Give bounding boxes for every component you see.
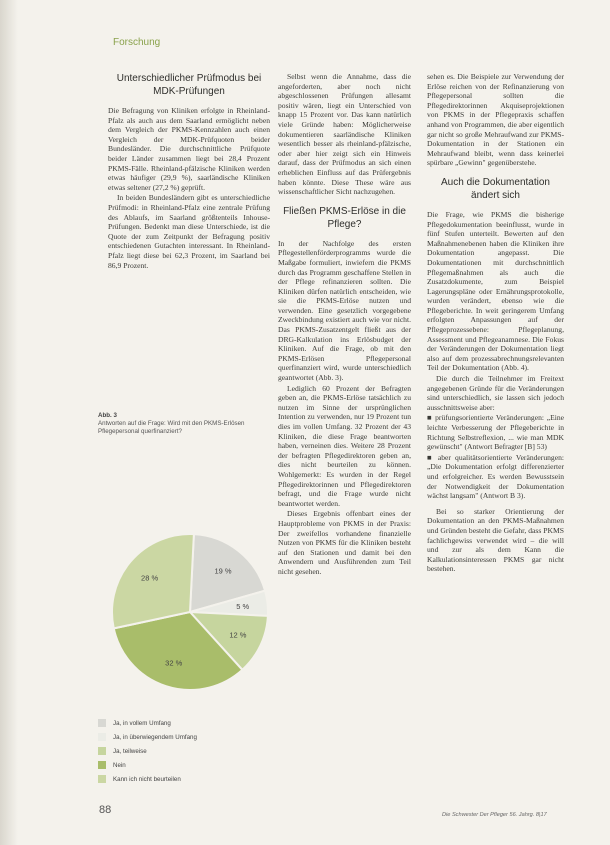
pie-slice-label: 19 % [214,566,232,576]
paragraph: Selbst wenn die Annahme, dass die angeforderten, aber noch nicht abgeschlossenen Prüfungen allesamt positiv wären, liegt ein Unterschied von knapp 15 Prozent vor. Das kann natürlich viele Gründe haben: Möglicherweise dokumentieren saarländische Kliniken wesentlich besser als rheinland-pfälzische, oder aber hier zeigt sich ein Hinweis darauf, dass der Prüfmodus an sich einen erheblichen Einfluss auf das Prüfergebnis haben könnte. Diese These wäre aus wissenschaftlicher Sicht nachzugehen. [278,72,411,197]
legend-label: Nein [113,761,126,769]
paragraph: In beiden Bundesländern gibt es unterschiedliche Prüfmodi: in Rheinland-Pfalz eine zentrale Prüfung des Ablaufs, im Saarland größtenteils Inhouse-Prüfungen. Bedenkt man diese Unterschiede, ist die Quote der zum Zeitpunkt der Befragung positiv entschiedenen Gutachten interessant. In Rheinland-Pfalz liegt diese bei 62,3 Prozent, im Saarland bei 86,9 Prozent. [108,193,270,270]
column-2 [278,72,411,578]
legend-swatch [98,733,106,741]
paragraph: Bei so starker Orientierung der Dokumentation an den PKMS-Maßnahmen und Gründen besteht die Gefahr, dass PKMS fachlichgewiss verwendet wird – die will und zur als dem Kann die Kalkulationsinteressen PKMS gar nicht bestehen. [427,506,564,574]
column-3 [427,72,564,575]
legend-swatch [98,747,106,755]
figure-caption-text: Antworten auf die Frage: Wird mit den PKMS-Erlösen Pflegepersonal querfinanziert? [98,420,245,435]
pie-slice-label: 12 % [229,630,247,640]
paragraph: Dieses Ergebnis offenbart eines der Hauptprobleme von PKMS in der Praxis: Der zweifellos vorhandene finanzielle Nutzen von PKMS für die Kliniken besteht auf den Stationen und damit bei den Anwendern und Ausführenden zum Teil nicht gesehen. [278,509,411,576]
legend-item [98,772,197,786]
legend-item [98,758,197,772]
paragraph: Lediglich 60 Prozent der Befragten geben an, die PKMS-Erlöse tatsächlich zu nutzen im Sinne der ursprünglichen Intention zu verwenden, nur 19 Prozent tun dies im vollen Umfang. 32 Prozent der 43 Kliniken, die diese Frage beantworten haben, verneinen dies. Weitere 28 Prozent der befragten Pflegedirektoren geben an, dies nicht beurteilen zu können. Wohlgemerkt: Es wurden in der Regel Pflegedirektorinnen und Pflegedirektoren befragt, und die Frage wurde nicht beantwortet werden. [278,383,411,508]
paragraph: Die Befragung von Kliniken erfolgte in Rheinland-Pfalz als auch aus dem Saarland ermöglicht neben dem Vergleich der PKMS-Kennzahlen auch einen Vergleich der MDK-Prüfquoten beider Bundesländer. Die durchschnittliche Prüfquote beider Länder zusammen liegt bei 28,4 Prozent PKMS-Fälle. Rheinland-pfälzische Kliniken werden etwas häufiger (29,9 %), saarländische Kliniken etwas seltener (27,2 %) geprüft. [108,106,270,192]
heading-pruefmodus: Unterschiedlicher Prüfmodus bei MDK-Prüfungen [116,73,262,97]
heading-dokumentation: Auch die Dokumentation ändert sich [441,176,550,201]
figure-caption [98,412,248,436]
footer-citation: Die Schwester Der Pfleger 56. Jahrg. 8|17 [442,812,547,818]
legend-item [98,730,197,744]
legend-item [98,744,197,758]
legend-swatch [98,761,106,769]
pie-chart [110,512,270,712]
paragraph: Die durch die Teilnehmer im Freitext angegebenen Gründe für die Veränderungen sind unterschiedlich, sie lassen sich jedoch ausschnittsweise aber: [427,374,564,412]
paragraph: sehen es. Die Beispiele zur Verwendung der Erlöse reichen von der Refinanzierung von Pflegepersonal sollten die Pflegedirektorinnen Akquiseprojektionen von PKMS in der Pflegepraxis schaffen anhand von Programmen, die aber eigentlich gar nicht so große Mehraufwand zur PKMS-Dokumentation in der Stationen ein Mehraufwand bleibt, wenn dass keinerlei spürbare „Gewinn" gegenüberstehe. [427,72,564,168]
paragraph: Die Frage, wie PKMS die bisherige Pflegedokumentation beeinflusst, wurde in fünf Stufen unterteilt. Bewerten auf den Maßnahmenebenen haben die Kliniken ihre Dokumentation angepasst. Die Dokumentationen mit durchschnittlich Pflegemaßnahmen als auch die Zusatzdokumente, zum Beispiel Lagerungspläne oder Ernährungsprotokolle, wurden verändert, ebenso wie die Pflegeberichte. In weit geringerem Umfang erfolgten Anpassungen auf der Pflegeprozessebene: Pflegeplanung, Assessment und Pflegeanamnese. Die Fokus der Veränderungen der Dokumentation liegt also auf dem prozessabrechnungsrelevanten Teil der Dokumentation (Abb. 4). [427,209,564,373]
pie-slice-label: 32 % [165,658,183,668]
bullet-item: ■ aber qualitätsorientierte Veränderungen: „Die Dokumentation erfolgt differenzierter und erfolgreicher. Es werden Bewusstsein der Notwendigkeit der Dokumentation wächst langsam" (Antwort B 3). [427,452,564,501]
binding-gutter [0,0,18,845]
legend-label: Kann ich nicht beurteilen [113,775,181,783]
legend-item [98,716,197,730]
figure-number: Abb. 3 [98,412,117,419]
chart-legend [98,716,197,786]
legend-label: Ja, teilweise [113,747,147,755]
pie-slice-label: 28 % [141,573,159,583]
page-number: 88 [99,804,112,816]
legend-label: Ja, in vollem Umfang [113,719,171,727]
bullet-item: ■ prüfungsorientierte Veränderungen: „Eine leichte Verbesserung der Pflegeberichte in Richtung Selbstreflexion, ... wie man MDK gewünscht" (Antwort Befragter [B] 53) [427,413,564,452]
column-1 [108,72,270,271]
heading-pkms-erloese: Fließen PKMS-Erlöse in die Pflege? [283,205,406,230]
paragraph: In der Nachfolge des ersten Pflegestellenförderprogramms wurde die Maßgabe formuliert, inwiefern die PKMS durch das Programm geschaffene Stellen in der Pflege refinanzieren sollten. Die Kliniken dürfen natürlich entscheiden, wie sie die PKMS-Erlöse nutzen und verwenden. Eine gesetzlich vorgegebene Zweckbindung existiert auch wie vor nicht. Das PKMS-Zusatzentgelt fließt aus der DRG-Kalkulation ins Erlösbudget der Kliniken. Auf die Frage, ob mit den PKMS-Erlösen Pflegepersonal querfinanziert wird, wurde unterschiedlich geantwortet (Abb. 3). [278,238,411,383]
pie-slice-label: 5 % [236,601,250,611]
legend-label: Ja, in überwiegendem Umfang [113,733,197,741]
section-label: Forschung [113,37,161,48]
legend-swatch [98,775,106,783]
legend-swatch [98,719,106,727]
